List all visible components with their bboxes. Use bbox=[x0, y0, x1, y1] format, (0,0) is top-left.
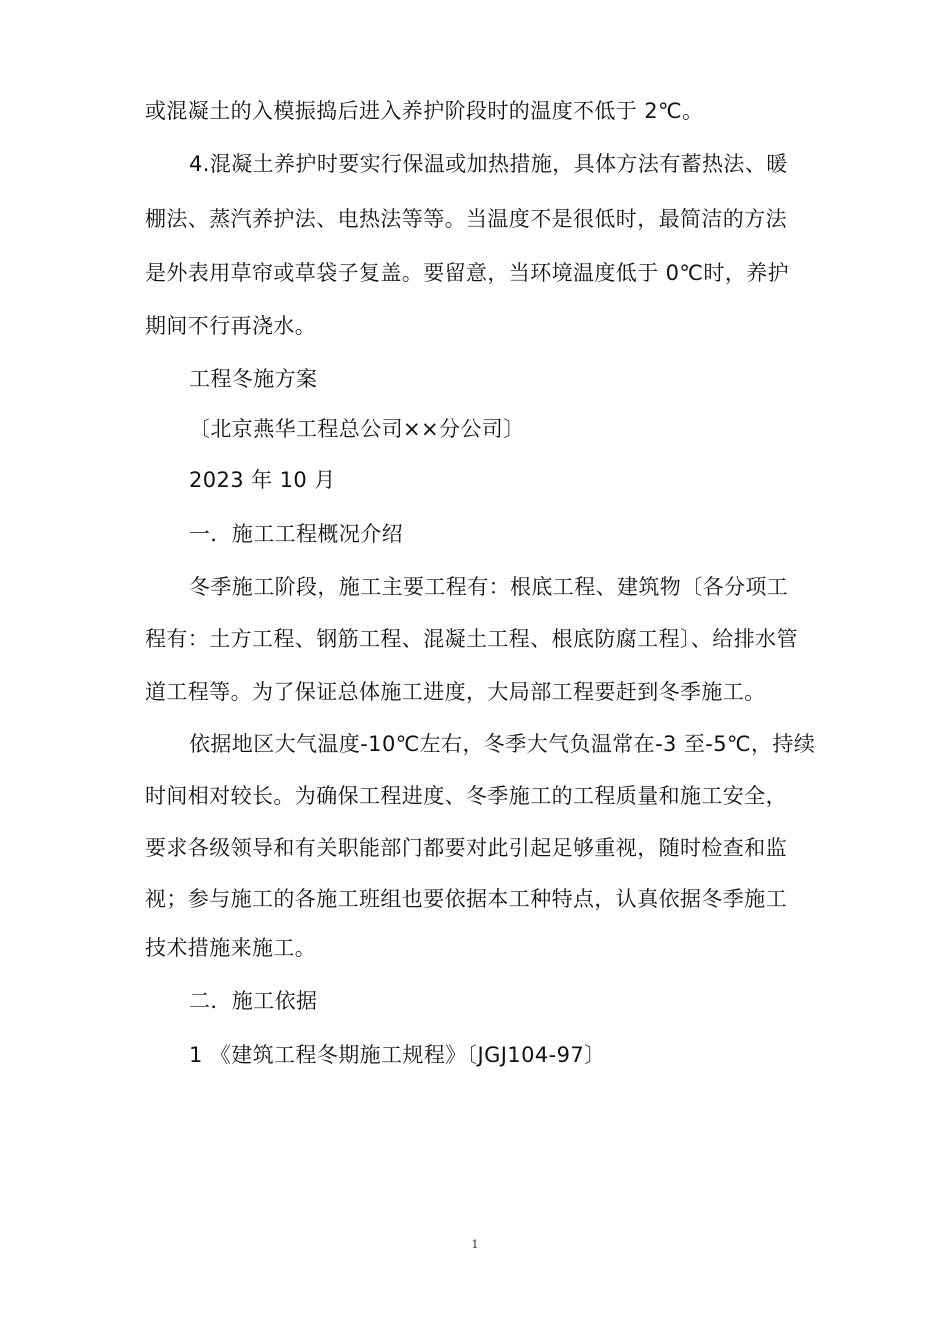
paragraph-line: 要求各级领导和有关职能部门都要对此引起足够重视，随时检查和监 bbox=[145, 836, 787, 860]
paragraph-line: 期间不行再浇水。 bbox=[145, 314, 317, 338]
date-line: 2023 年 10 月 bbox=[189, 468, 336, 492]
paragraph-line: 程有：土方工程、钢筋工程、混凝土工程、根底防腐工程〕、给排水管 bbox=[145, 627, 798, 651]
paragraph-line: 依据地区大气温度-10℃左右，冬季大气负温常在-3 至-5℃，持续 bbox=[189, 732, 816, 756]
paragraph-line: 是外表用草帘或草袋子复盖。要留意，当环境温度低于 0℃时，养护 bbox=[145, 261, 790, 285]
list-item: 1 《建筑工程冬期施工规程》〔JGJ104-97〕 bbox=[189, 1043, 606, 1067]
paragraph-line: 冬季施工阶段，施工主要工程有：根底工程、建筑物〔各分项工 bbox=[189, 575, 789, 599]
paragraph-line: 4.混凝土养护时要实行保温或加热措施，具体方法有蓄热法、暖 bbox=[189, 152, 788, 176]
section-heading: 二．施工依据 bbox=[189, 989, 318, 1013]
page-number: 1 bbox=[471, 1238, 479, 1251]
paragraph-line: 道工程等。为了保证总体施工进度，大局部工程要赶到冬季施工。 bbox=[145, 680, 766, 704]
paragraph-line: 棚法、蒸汽养护法、电热法等等。当温度不是很低时，最简洁的方法 bbox=[145, 207, 787, 231]
section-heading: 一．施工工程概况介绍 bbox=[189, 522, 403, 546]
paragraph-line: 或混凝土的入模振捣后进入养护阶段时的温度不低于 2℃。 bbox=[145, 99, 704, 123]
section-heading: 工程冬施方案 bbox=[189, 367, 318, 391]
paragraph-line: 视；参与施工的各施工班组也要依据本工种特点，认真依据冬季施工 bbox=[145, 887, 787, 911]
paragraph-line: 技术措施来施工。 bbox=[145, 936, 317, 960]
paragraph-line: 时间相对较长。为确保工程进度、冬季施工的工程质量和施工安全， bbox=[145, 784, 787, 808]
company-line: 〔北京燕华工程总公司××分公司〕 bbox=[189, 417, 525, 441]
